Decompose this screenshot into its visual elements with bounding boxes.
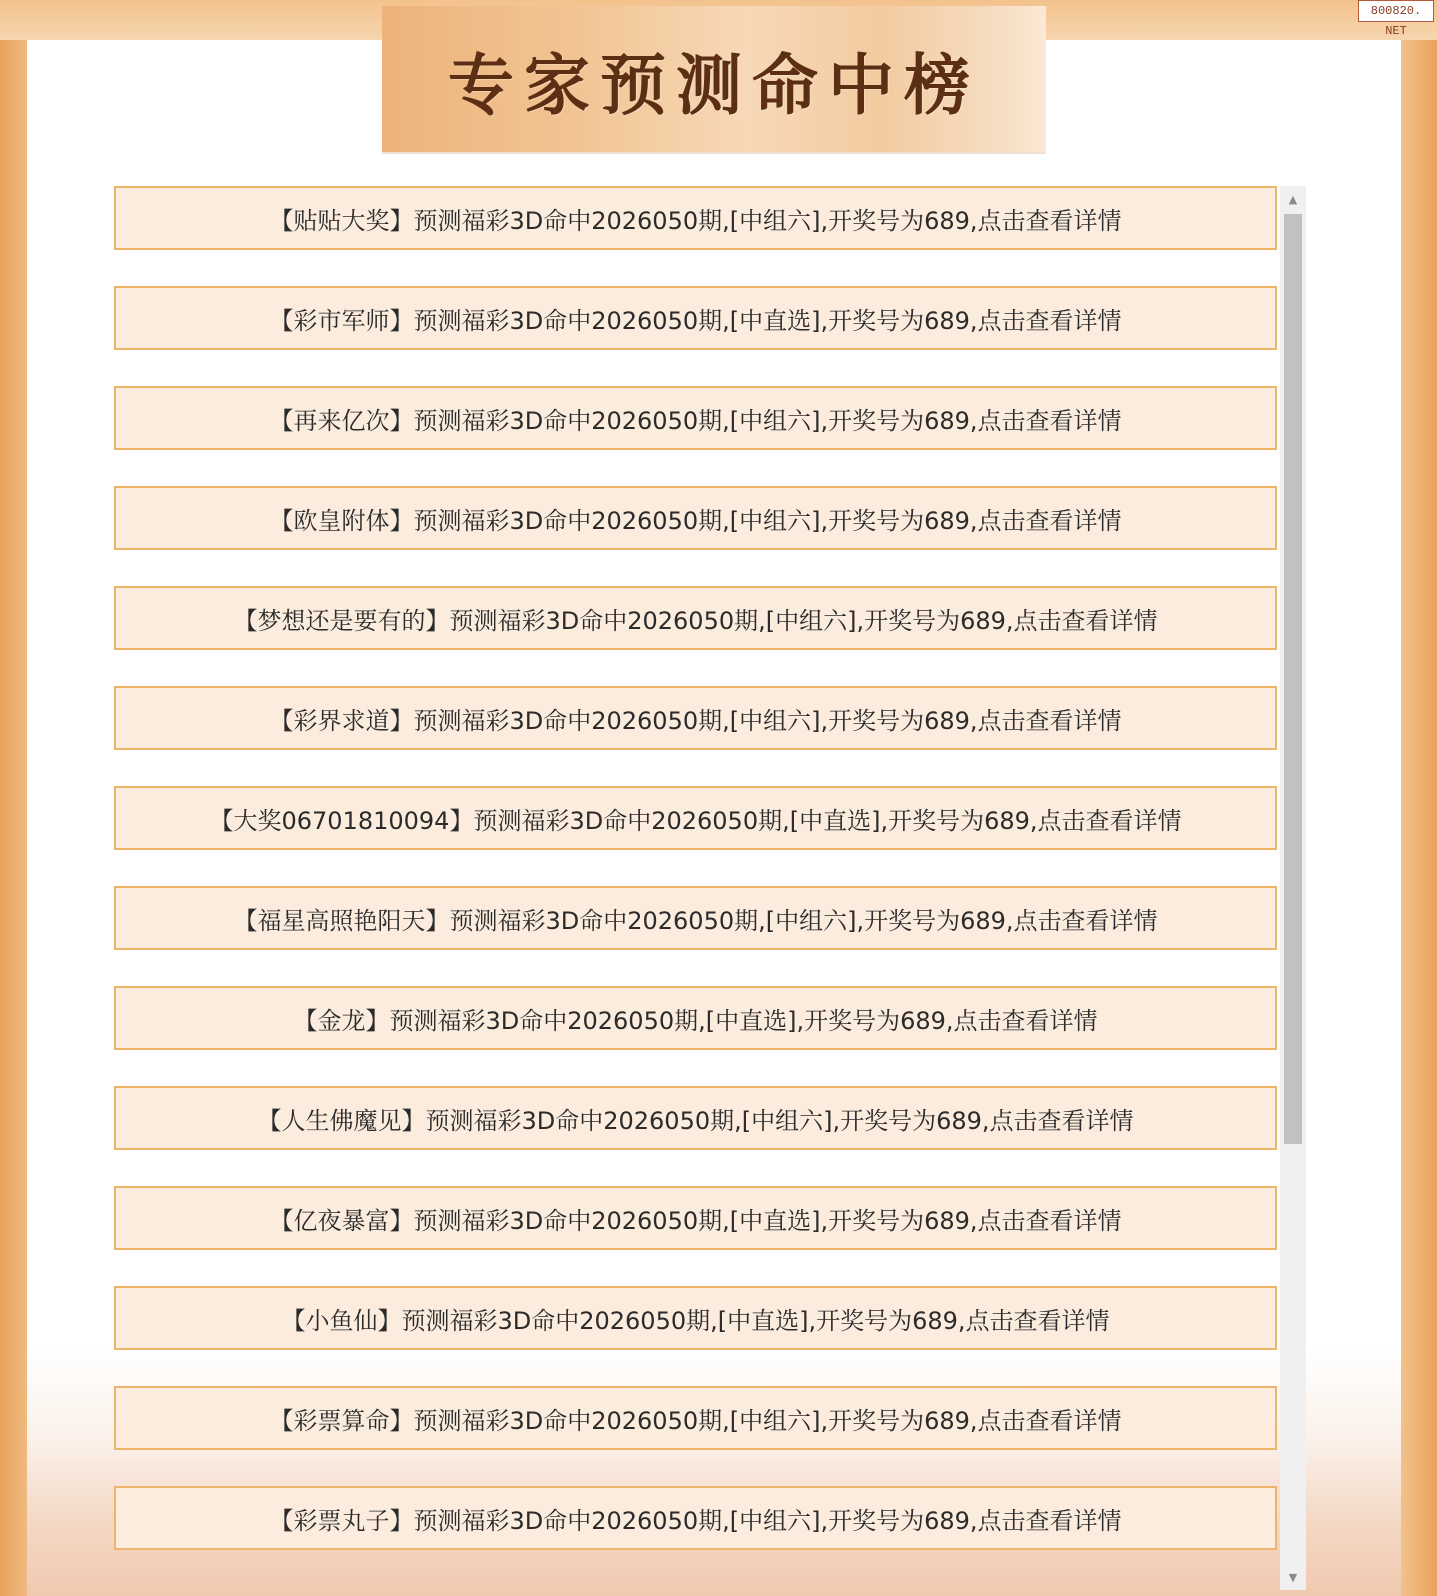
list-item[interactable]: [114, 1086, 1277, 1150]
list-item[interactable]: [114, 986, 1277, 1050]
vertical-scrollbar[interactable]: [1280, 186, 1306, 1590]
list-item[interactable]: [114, 1186, 1277, 1250]
list-item-text: 【小鱼仙】预测福彩3D命中2026050期,[中直选],开奖号为689,点击查看详情: [281, 1306, 1110, 1335]
list-item[interactable]: [114, 386, 1277, 450]
list-item[interactable]: [114, 886, 1277, 950]
list-item-text: 【金龙】预测福彩3D命中2026050期,[中直选],开奖号为689,点击查看详情: [293, 1006, 1098, 1035]
list-item[interactable]: [114, 1286, 1277, 1350]
list-item[interactable]: [114, 186, 1277, 250]
chevron-up-icon[interactable]: ▲: [1288, 192, 1298, 206]
page-title: 专家预测命中榜: [448, 46, 980, 124]
chevron-down-icon[interactable]: ▼: [1288, 1570, 1298, 1584]
list-item-text: 【彩界求道】预测福彩3D命中2026050期,[中组六],开奖号为689,点击查看详情: [269, 706, 1122, 735]
list-item-text: 【彩市军师】预测福彩3D命中2026050期,[中直选],开奖号为689,点击查看详情: [269, 306, 1122, 335]
list-item-text: 【人生佛魔见】预测福彩3D命中2026050期,[中组六],开奖号为689,点击查看详情: [257, 1106, 1134, 1135]
list-item-text: 【亿夜暴富】预测福彩3D命中2026050期,[中直选],开奖号为689,点击查看详情: [269, 1206, 1122, 1235]
watermark: 800820. NET: [1358, 0, 1434, 22]
list-item-text: 【再来亿次】预测福彩3D命中2026050期,[中组六],开奖号为689,点击查看详情: [269, 406, 1122, 435]
list-item[interactable]: [114, 686, 1277, 750]
list-item-text: 【福星高照艳阳天】预测福彩3D命中2026050期,[中组六],开奖号为689,点击查看详情: [233, 906, 1158, 935]
list-item-text: 【彩票丸子】预测福彩3D命中2026050期,[中组六],开奖号为689,点击查看详情: [269, 1506, 1122, 1535]
scroll-thumb[interactable]: [1284, 214, 1302, 1144]
list-item[interactable]: [114, 586, 1277, 650]
list-item[interactable]: [114, 786, 1277, 850]
prediction-list: [114, 186, 1277, 1596]
list-item[interactable]: [114, 1386, 1277, 1450]
list-item[interactable]: [114, 286, 1277, 350]
list-item-text: 【贴贴大奖】预测福彩3D命中2026050期,[中组六],开奖号为689,点击查看详情: [269, 206, 1122, 235]
title-banner: [382, 6, 1046, 152]
list-item-text: 【梦想还是要有的】预测福彩3D命中2026050期,[中组六],开奖号为689,点击查看详情: [233, 606, 1158, 635]
list-item-text: 【欧皇附体】预测福彩3D命中2026050期,[中组六],开奖号为689,点击查看详情: [269, 506, 1122, 535]
list-item[interactable]: [114, 1486, 1277, 1550]
list-item-text: 【大奖06701810094】预测福彩3D命中2026050期,[中直选],开奖号为689,点击查看详情: [209, 806, 1182, 835]
list-item-text: 【彩票算命】预测福彩3D命中2026050期,[中组六],开奖号为689,点击查看详情: [269, 1406, 1122, 1435]
list-item[interactable]: [114, 486, 1277, 550]
